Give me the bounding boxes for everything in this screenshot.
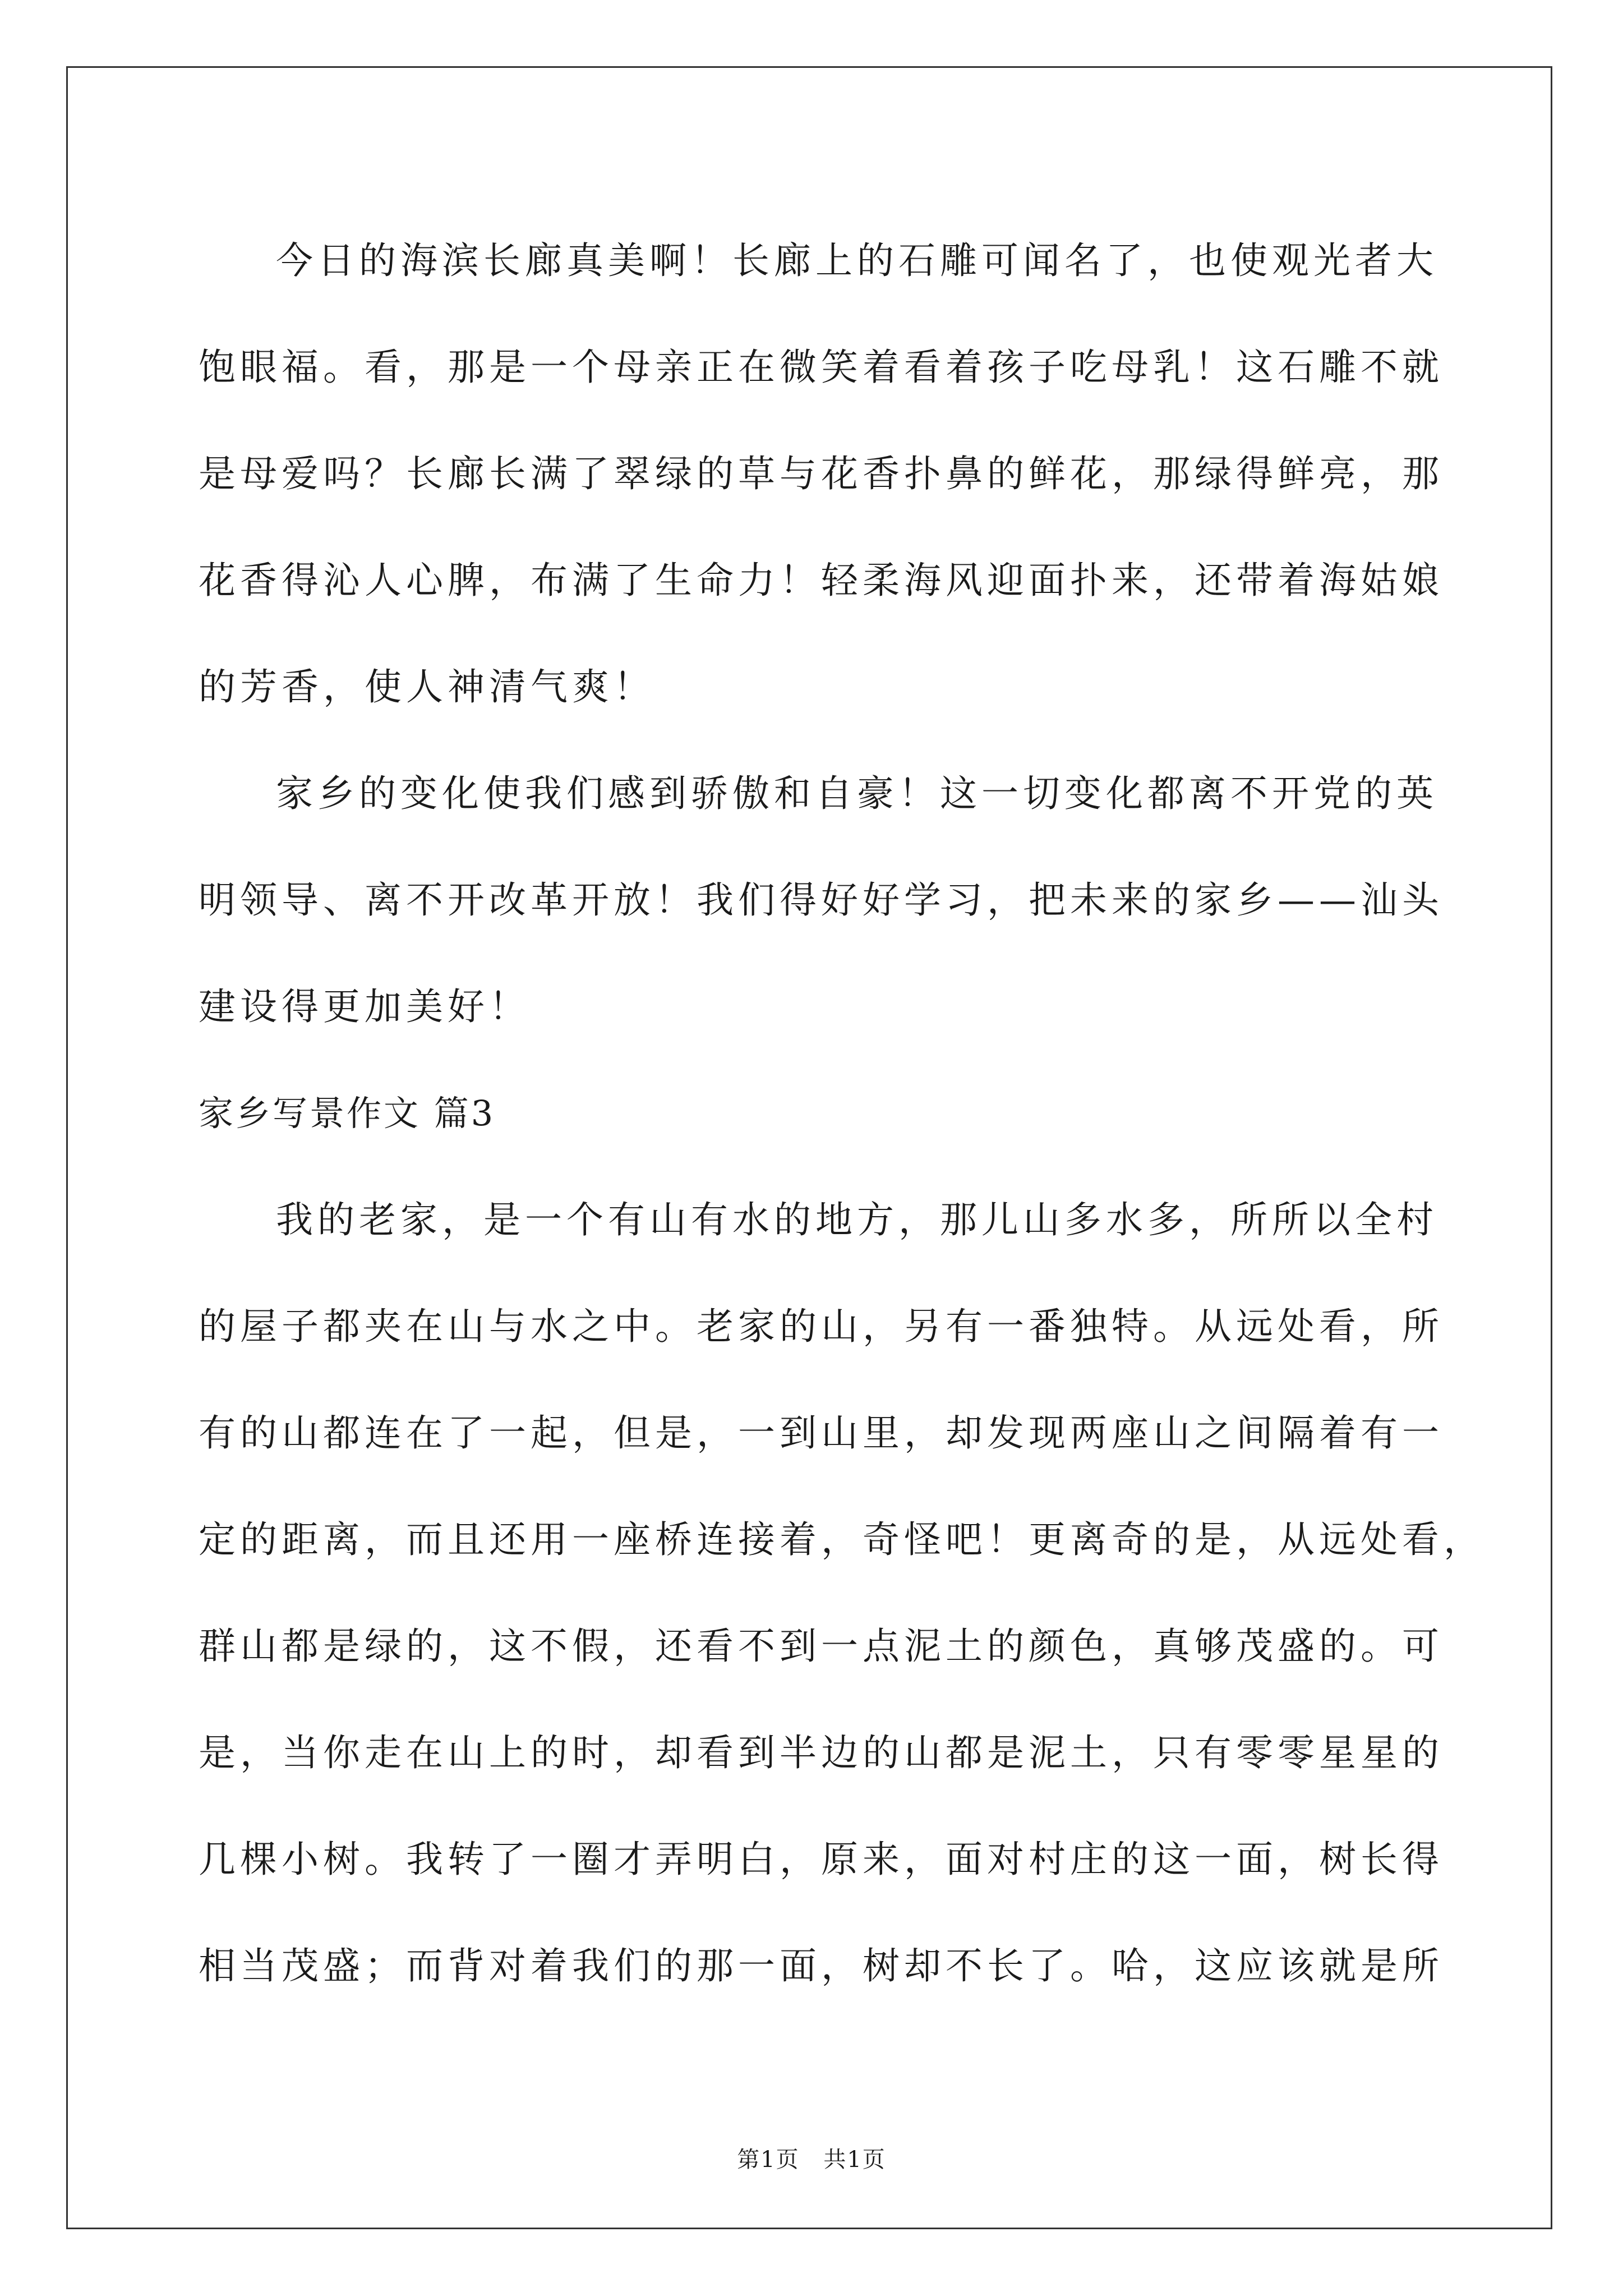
paragraph-line: 几棵小树。我转了一圈才弄明白，原来，面对村庄的这一面，树长得 [199, 1838, 1444, 1881]
paragraph-line: 相当茂盛；而背对着我们的那一面，树却不长了。哈，这应该就是所 [199, 1944, 1444, 1987]
paragraph-2 [199, 740, 1455, 1060]
paragraph-line: 家乡的变化使我们感到骄傲和自豪！这一切变化都离不开党的英 [276, 772, 1438, 815]
paragraph-3 [199, 1167, 1485, 2019]
paragraph-line: 是，当你走在山上的时，却看到半边的山都是泥土，只有零零星星的 [199, 1731, 1444, 1774]
paragraph-line: 群山都是绿的，这不假，还看不到一点泥土的颜色，真够茂盛的。可 [199, 1625, 1444, 1668]
paragraph-line: 有的山都连在了一起，但是，一到山里，却发现两座山之间隔着有一 [199, 1411, 1444, 1455]
page-total: 共1页 [823, 2147, 886, 2173]
paragraph-line: 的芳香，使人神清气爽！ [199, 665, 655, 708]
section-heading: 家乡写景作文 篇3 [199, 1093, 496, 1134]
paragraph-line: 明领导、离不开改革开放！我们得好好学习，把未来的家乡——汕头 [199, 878, 1444, 922]
page-number: 第1页 [737, 2147, 800, 2173]
paragraph-line: 花香得沁人心脾，布满了生命力！轻柔海风迎面扑来，还带着海姑娘 [199, 559, 1444, 602]
paragraph-line: 的屋子都夹在山与水之中。老家的山，另有一番独特。从远处看，所 [199, 1305, 1444, 1348]
paragraph-line: 是母爱吗？长廊长满了翠绿的草与花香扑鼻的鲜花，那绿得鲜亮，那 [199, 452, 1444, 495]
document-body [199, 208, 1485, 2019]
paragraph-line: 今日的海滨长廊真美啊！长廊上的石雕可闻名了，也使观光者大 [276, 239, 1438, 282]
paragraph-line: 饱眼福。看，那是一个母亲正在微笑着看着孩子吃母乳！这石雕不就 [199, 346, 1444, 389]
paragraph-line: 定的距离，而且还用一座桥连接着，奇怪吧！更离奇的是，从远处看， [199, 1518, 1485, 1561]
paragraph-line: 我的老家，是一个有山有水的地方，那儿山多水多，所所以全村 [276, 1198, 1438, 1241]
paragraph-line: 建设得更加美好！ [199, 985, 531, 1028]
page-footer [0, 2143, 1623, 2177]
paragraph-1 [199, 208, 1455, 740]
